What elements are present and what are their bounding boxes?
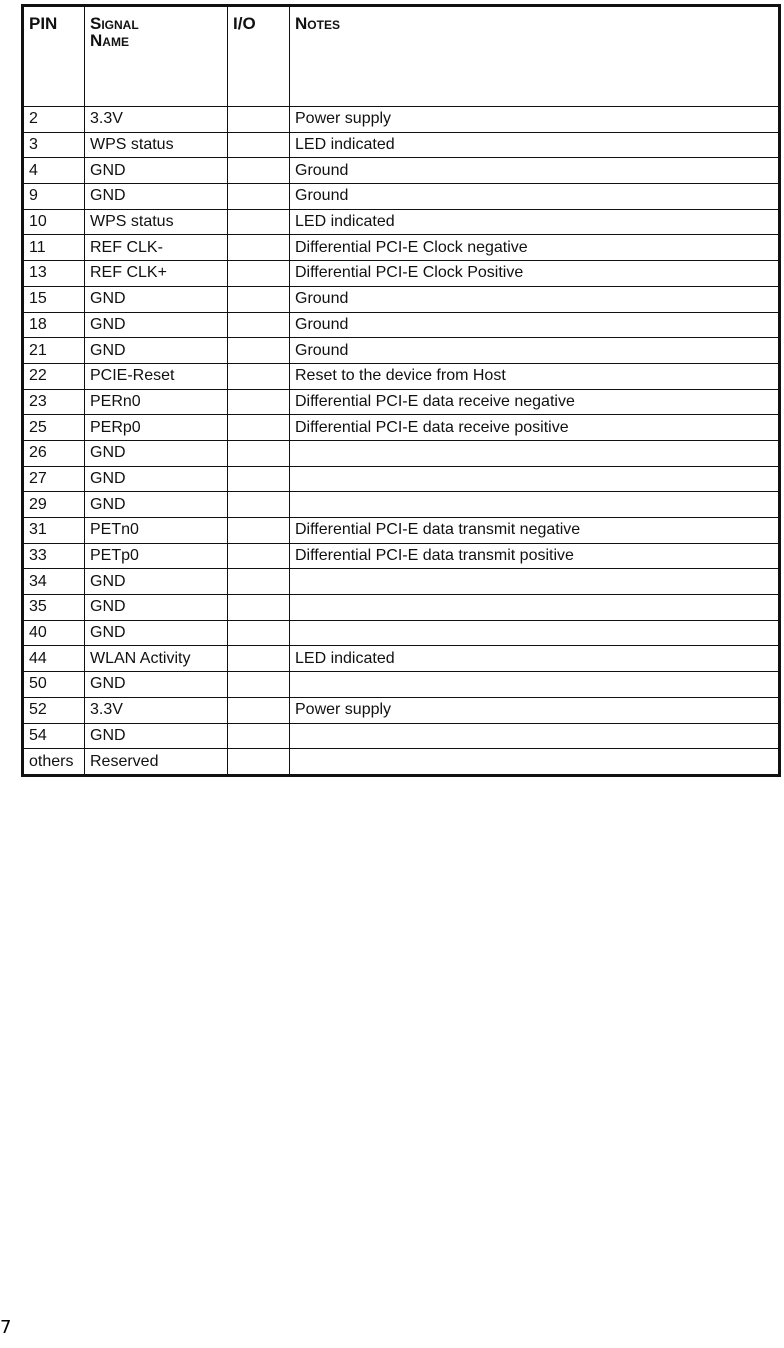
io-cell — [228, 646, 290, 672]
page-number: 7 — [0, 1317, 12, 1338]
signal-name-cell: PETp0 — [85, 543, 228, 569]
signal-name-cell: GND — [85, 466, 228, 492]
table-row — [23, 492, 780, 518]
pin-cell: 3 — [23, 132, 85, 158]
table-row — [23, 518, 780, 544]
pin-cell: 34 — [23, 569, 85, 595]
io-cell — [228, 312, 290, 338]
pin-assignment-table — [21, 4, 781, 777]
signal-name-cell: GND — [85, 492, 228, 518]
io-cell — [228, 415, 290, 441]
header-io — [228, 6, 290, 107]
io-cell — [228, 286, 290, 312]
signal-name-cell: PERp0 — [85, 415, 228, 441]
signal-name-cell: GND — [85, 440, 228, 466]
header-signal-label: Signal — [90, 14, 139, 33]
pin-cell: 50 — [23, 672, 85, 698]
notes-cell — [290, 466, 780, 492]
io-cell — [228, 595, 290, 621]
io-cell — [228, 697, 290, 723]
pin-cell: 31 — [23, 518, 85, 544]
io-cell — [228, 209, 290, 235]
pin-cell: 4 — [23, 158, 85, 184]
signal-name-cell: GND — [85, 158, 228, 184]
table-header — [23, 6, 780, 107]
signal-name-cell: PCIE-Reset — [85, 363, 228, 389]
io-cell — [228, 158, 290, 184]
notes-cell: Differential PCI-E Clock negative — [290, 235, 780, 261]
signal-name-cell: REF CLK- — [85, 235, 228, 261]
table-row — [23, 749, 780, 776]
pin-cell: 23 — [23, 389, 85, 415]
table-row — [23, 312, 780, 338]
pin-cell: 21 — [23, 338, 85, 364]
pin-cell: others — [23, 749, 85, 776]
notes-cell — [290, 595, 780, 621]
pin-cell: 15 — [23, 286, 85, 312]
io-cell — [228, 338, 290, 364]
notes-cell — [290, 749, 780, 776]
io-cell — [228, 672, 290, 698]
header-row — [23, 6, 780, 107]
notes-cell: Ground — [290, 158, 780, 184]
pin-cell: 13 — [23, 261, 85, 287]
pin-cell: 29 — [23, 492, 85, 518]
io-cell — [228, 723, 290, 749]
table-row — [23, 543, 780, 569]
pin-cell: 25 — [23, 415, 85, 441]
notes-cell: Reset to the device from Host — [290, 363, 780, 389]
notes-cell — [290, 440, 780, 466]
notes-cell: Differential PCI-E Clock Positive — [290, 261, 780, 287]
notes-cell: Ground — [290, 184, 780, 210]
pin-cell: 35 — [23, 595, 85, 621]
table-row — [23, 107, 780, 133]
signal-name-cell: Reserved — [85, 749, 228, 776]
header-name-label: Name — [90, 31, 129, 50]
notes-cell: Power supply — [290, 697, 780, 723]
header-signal-name — [85, 6, 228, 107]
table-row — [23, 363, 780, 389]
pin-cell: 26 — [23, 440, 85, 466]
table-row — [23, 389, 780, 415]
table-row — [23, 338, 780, 364]
table-row — [23, 235, 780, 261]
signal-name-cell: GND — [85, 672, 228, 698]
signal-name-cell: PERn0 — [85, 389, 228, 415]
signal-name-cell: REF CLK+ — [85, 261, 228, 287]
notes-cell: Ground — [290, 286, 780, 312]
io-cell — [228, 569, 290, 595]
io-cell — [228, 620, 290, 646]
notes-cell: Ground — [290, 338, 780, 364]
table-row — [23, 646, 780, 672]
table-row — [23, 672, 780, 698]
table-row — [23, 466, 780, 492]
header-notes-label: Notes — [295, 14, 340, 33]
io-cell — [228, 749, 290, 776]
table-row — [23, 440, 780, 466]
pin-cell: 10 — [23, 209, 85, 235]
table-row — [23, 209, 780, 235]
notes-cell — [290, 492, 780, 518]
table-row — [23, 620, 780, 646]
header-io-label: I/O — [233, 14, 256, 33]
table-row — [23, 286, 780, 312]
notes-cell — [290, 723, 780, 749]
pin-cell: 27 — [23, 466, 85, 492]
io-cell — [228, 132, 290, 158]
signal-name-cell: GND — [85, 569, 228, 595]
signal-name-cell: 3.3V — [85, 107, 228, 133]
signal-name-cell: GND — [85, 286, 228, 312]
table-row — [23, 723, 780, 749]
notes-cell: LED indicated — [290, 209, 780, 235]
table-row — [23, 697, 780, 723]
notes-cell: Ground — [290, 312, 780, 338]
pin-cell: 44 — [23, 646, 85, 672]
signal-name-cell: GND — [85, 620, 228, 646]
signal-name-cell: GND — [85, 595, 228, 621]
io-cell — [228, 363, 290, 389]
signal-name-cell: GND — [85, 723, 228, 749]
notes-cell — [290, 620, 780, 646]
table-body — [23, 107, 780, 776]
notes-cell: LED indicated — [290, 646, 780, 672]
signal-name-cell: WPS status — [85, 209, 228, 235]
table-row — [23, 569, 780, 595]
table-row — [23, 158, 780, 184]
pin-cell: 33 — [23, 543, 85, 569]
signal-name-cell: PETn0 — [85, 518, 228, 544]
header-notes — [290, 6, 780, 107]
notes-cell: LED indicated — [290, 132, 780, 158]
pin-cell: 22 — [23, 363, 85, 389]
io-cell — [228, 389, 290, 415]
pin-cell: 18 — [23, 312, 85, 338]
notes-cell: Differential PCI-E data receive negative — [290, 389, 780, 415]
table-row — [23, 595, 780, 621]
pin-cell: 9 — [23, 184, 85, 210]
io-cell — [228, 466, 290, 492]
pin-cell: 11 — [23, 235, 85, 261]
notes-cell: Differential PCI-E data transmit negative — [290, 518, 780, 544]
pin-cell: 2 — [23, 107, 85, 133]
signal-name-cell: GND — [85, 184, 228, 210]
pin-cell: 54 — [23, 723, 85, 749]
io-cell — [228, 518, 290, 544]
table-row — [23, 184, 780, 210]
notes-cell: Power supply — [290, 107, 780, 133]
notes-cell: Differential PCI-E data receive positive — [290, 415, 780, 441]
table-row — [23, 132, 780, 158]
notes-cell — [290, 672, 780, 698]
notes-cell: Differential PCI-E data transmit positive — [290, 543, 780, 569]
io-cell — [228, 492, 290, 518]
io-cell — [228, 235, 290, 261]
pin-cell: 52 — [23, 697, 85, 723]
io-cell — [228, 184, 290, 210]
header-pin — [23, 6, 85, 107]
io-cell — [228, 107, 290, 133]
io-cell — [228, 261, 290, 287]
table-row — [23, 261, 780, 287]
signal-name-cell: WPS status — [85, 132, 228, 158]
signal-name-cell: 3.3V — [85, 697, 228, 723]
signal-name-cell: WLAN Activity — [85, 646, 228, 672]
table-row — [23, 415, 780, 441]
pin-cell: 40 — [23, 620, 85, 646]
signal-name-cell: GND — [85, 312, 228, 338]
io-cell — [228, 440, 290, 466]
header-pin-label: PIN — [29, 14, 58, 33]
notes-cell — [290, 569, 780, 595]
io-cell — [228, 543, 290, 569]
signal-name-cell: GND — [85, 338, 228, 364]
